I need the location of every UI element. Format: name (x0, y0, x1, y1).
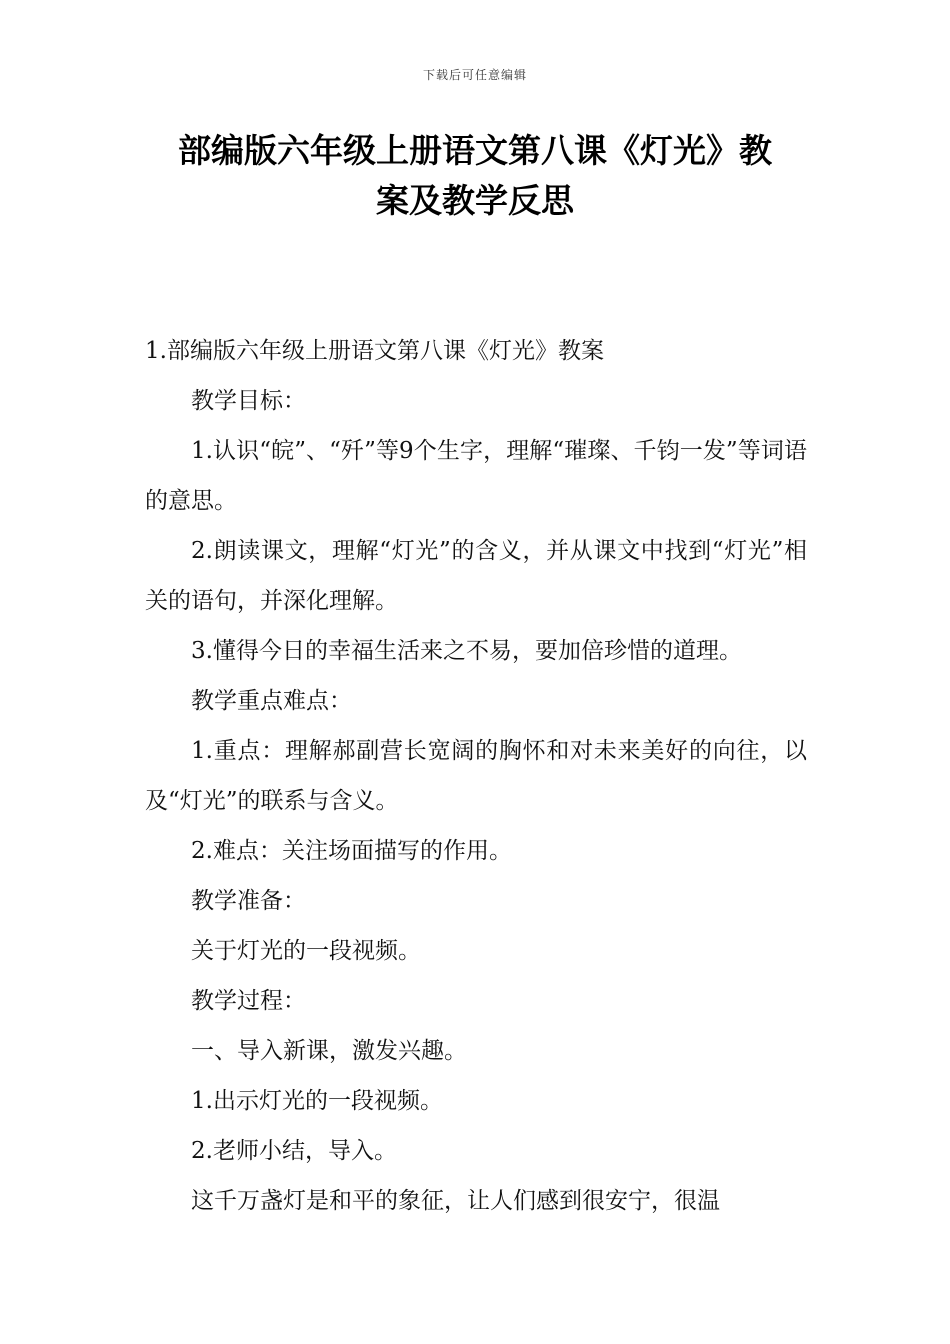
paragraph: 1.认识“皖”、“歼”等9个生字，理解“璀璨、千钧一发”等词语的意思。 (145, 438, 807, 514)
document-body (145, 326, 807, 1226)
paragraph: 教学准备： (191, 888, 306, 914)
paragraph: 3.懂得今日的幸福生活来之不易，要加倍珍惜的道理。 (191, 638, 742, 664)
section-heading: 1.部编版六年级上册语文第八课《灯光》教案 (145, 338, 604, 364)
paragraph: 关于灯光的一段视频。 (191, 938, 421, 964)
paragraph: 1.出示灯光的一段视频。 (191, 1088, 443, 1114)
document-title (145, 126, 805, 226)
paragraph: 教学目标： (191, 388, 306, 414)
paragraph: 2.老师小结，导入。 (191, 1138, 397, 1164)
paragraph: 1.重点：理解郝副营长宽阔的胸怀和对未来美好的向往，以及“灯光”的联系与含义。 (145, 738, 807, 814)
paragraph: 教学过程： (191, 988, 306, 1014)
paragraph: 这千万盏灯是和平的象征，让人们感到很安宁，很温 (191, 1188, 720, 1214)
paragraph: 2.难点：关注场面描写的作用。 (191, 838, 512, 864)
header-note: 下载后可任意编辑 (422, 68, 527, 82)
title-line-1: 部编版六年级上册语文第八课《灯光》教 (178, 131, 772, 170)
paragraph: 教学重点难点： (191, 688, 352, 714)
title-line-2: 案及教学反思 (376, 181, 574, 220)
paragraph: 一、导入新课，激发兴趣。 (191, 1038, 467, 1064)
paragraph: 2.朗读课文，理解“灯光”的含义，并从课文中找到“灯光”相关的语句，并深化理解。 (145, 538, 807, 614)
